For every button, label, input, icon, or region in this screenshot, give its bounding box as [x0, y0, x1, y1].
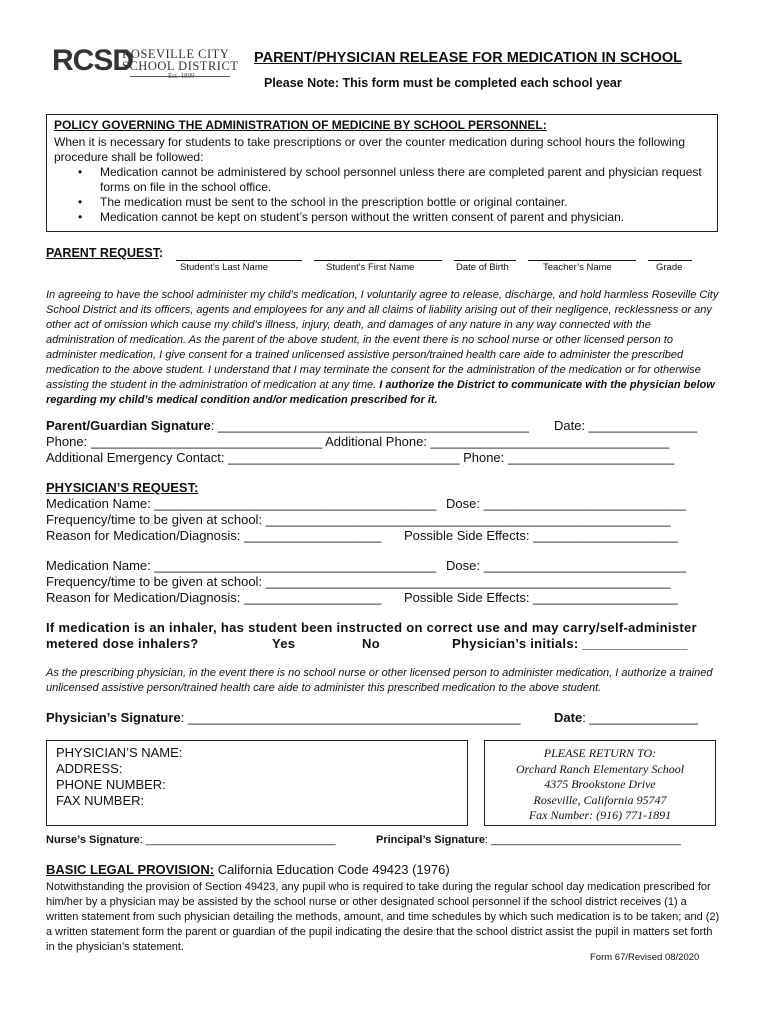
logo-name: [122, 48, 238, 72]
policy-item: • Medication cannot be kept on student’s person without the written consent of parent and physician.: [54, 210, 714, 225]
parent-agreement: [46, 288, 722, 408]
student-last-name-field[interactable]: [176, 260, 302, 261]
label-teacher-name: Teacher’s Name: [543, 262, 612, 273]
return-address: [484, 746, 716, 824]
inhaler-question: If medication is an inhaler, has student been instructed on correct use and may carry/self-administer: [46, 620, 697, 635]
principal-signature-line[interactable]: [376, 834, 681, 846]
parent-request-heading: [46, 246, 163, 260]
principal-signature-blank: : _______________________________: [485, 834, 681, 846]
physician-phone-label[interactable]: PHONE NUMBER:: [56, 777, 166, 792]
policy-list: [54, 165, 714, 225]
return-heading: PLEASE RETURN TO:: [543, 746, 657, 760]
form-title: PARENT/PHYSICIAN RELEASE FOR MEDICATION IN SCHOOL: [254, 50, 683, 66]
legal-heading: BASIC LEGAL PROVISION:: [46, 862, 215, 877]
date-of-birth-field[interactable]: [454, 260, 516, 261]
principal-signature-label: Principal’s Signature: [376, 834, 486, 846]
parent-agreement-authorization: I authorize the District to communicate with the physician below regarding my child’s medical condition and/or medication prescribed for it.: [46, 379, 715, 406]
logo-abbreviation: RCSD: [52, 44, 134, 77]
grade-field[interactable]: [648, 260, 692, 261]
policy-item: • Medication cannot be administered by school personnel unless there are completed parent and physician request forms on file in the school office.: [54, 165, 714, 195]
parent-phone-field[interactable]: Phone: ________________________________ Additional Phone: _________________________________: [46, 434, 670, 449]
parent-agreement-text: In agreeing to have the school administer my child’s medication, I voluntarily agree to release, discharge, and hold harmless Roseville City School District and its officers, agents and employees for any and all claims of liability arising out of their negligence, recklessness or any other act of omission which cause my child’s illness, injury, death, and damages of any nature in any way connected with the administration of medication. As the parent of the above student, in the event there is no school nurse or other licensed person to administer medication, I give consent for a trained unlicensed assistive person/trained health care aide to administer the prescribed medication to the above student. I understand that I may terminate the consent for the administration of the medication or for otherwise assisting the student in the administration of medication at any time.: [46, 289, 719, 391]
label-date-of-birth: Date of Birth: [456, 262, 509, 273]
physician-signature-line[interactable]: [46, 710, 520, 725]
frequency-field-2[interactable]: Frequency/time to be given at school: ________________________________________________________: [46, 574, 671, 589]
nurse-signature-label: Nurse’s Signature: [46, 834, 140, 846]
dose-field-1[interactable]: Dose: ____________________________: [446, 496, 687, 511]
physician-info-lines: [56, 745, 182, 809]
legal-text: Notwithstanding the provision of Section 49423, any pupil who is required to take during the regular school day medication prescribed for him/her by a physician may be assisted by the school nurse or other designated school personnel if the school district receives (1) a written statement from such physician detailing the methods, amount, and time schedules by which such medication is to be taken; and (2) a written statement form the parent or guardian of the pupil indicating the desire that the school district assist the pupil in matters set forth in the physician’s statement.: [46, 881, 720, 953]
parent-signature-label: Parent/Guardian Signature: [46, 418, 211, 433]
return-city: Roseville, California 95747: [533, 792, 667, 807]
side-effects-field-1[interactable]: Possible Side Effects: ____________________: [404, 528, 678, 543]
policy-intro: When it is necessary for students to take prescriptions or over the counter medication during school hours the following procedure shall be followed:: [54, 135, 685, 164]
return-street: 4375 Brookstone Drive: [544, 777, 656, 791]
legal-code: California Education Code 49423 (1976): [217, 862, 450, 877]
form-revision: Form 67/Revised 08/2020: [590, 952, 700, 963]
logo-line-2: SCHOOL DISTRICT: [122, 59, 239, 73]
inhaler-no-option[interactable]: No: [362, 636, 380, 651]
parent-request-colon: :: [158, 246, 164, 260]
inhaler-yes-option[interactable]: Yes: [272, 636, 296, 651]
reason-field-1[interactable]: Reason for Medication/Diagnosis: ___________________: [46, 528, 382, 543]
legal-heading-line: [46, 862, 450, 877]
label-grade: Grade: [656, 262, 683, 273]
physician-date-field[interactable]: [554, 710, 698, 725]
medication-name-field-1[interactable]: Medication Name: _______________________________________: [46, 496, 437, 511]
frequency-field-1[interactable]: Frequency/time to be given at school: ________________________________________________________: [46, 512, 671, 527]
physician-address-label[interactable]: ADDRESS:: [56, 761, 123, 776]
parent-signature-blank: : ___________________________________________: [210, 418, 529, 433]
physician-request-heading: PHYSICIAN’S REQUEST:: [46, 480, 199, 495]
emergency-contact-field[interactable]: Additional Emergency Contact: ________________________________ Phone: _______________________: [46, 450, 675, 465]
parent-signature-line[interactable]: [46, 418, 529, 433]
form-note: Please Note: This form must be completed each school year: [264, 76, 622, 90]
label-student-first-name: Student's First Name: [326, 262, 415, 273]
parent-date-field[interactable]: Date: _______________: [554, 418, 698, 433]
physician-signature-label: Physician’s Signature: [46, 710, 181, 725]
parent-request-title: PARENT REQUEST: [46, 246, 159, 260]
nurse-signature-blank: : _______________________________: [139, 834, 336, 846]
policy-item: • The medication must be sent to the school in the prescription bottle or original container.: [54, 195, 714, 210]
physician-consent: As the prescribing physician, in the event there is no school nurse or other licensed person to administer medication, I authorize a trained unlicensed assistive person/trained health care aide to administer this prescribed medication to the above student.: [46, 667, 713, 694]
physician-signature-blank: : ______________________________________________: [180, 710, 521, 725]
medication-name-field-2[interactable]: Medication Name: _______________________________________: [46, 558, 437, 573]
physician-name-label[interactable]: PHYSICIAN’S NAME:: [56, 745, 183, 760]
dose-field-2[interactable]: Dose: ____________________________: [446, 558, 687, 573]
logo-established: Est. 1899: [168, 72, 195, 80]
return-fax: Fax Number: (916) 771-1891: [528, 808, 672, 822]
student-first-name-field[interactable]: [314, 260, 442, 261]
nurse-signature-line[interactable]: [46, 834, 336, 846]
teacher-name-field[interactable]: [528, 260, 636, 261]
label-student-last-name: Student’s Last Name: [180, 262, 269, 273]
physician-initials-field[interactable]: Physician’s initials: ______________: [452, 636, 688, 651]
reason-field-2[interactable]: Reason for Medication/Diagnosis: ___________________: [46, 590, 382, 605]
physician-date-label: Date: [554, 710, 583, 725]
return-school: Orchard Ranch Elementary School: [515, 761, 685, 776]
side-effects-field-2[interactable]: Possible Side Effects: ____________________: [404, 590, 678, 605]
logo-line-1: ROSEVILLE CITY: [122, 47, 230, 61]
physician-date-blank: : _______________: [582, 710, 698, 725]
policy-heading: POLICY GOVERNING THE ADMINISTRATION OF MEDICINE BY SCHOOL PERSONNEL:: [54, 118, 547, 132]
inhaler-question-line-2: metered dose inhalers?: [46, 636, 199, 651]
physician-fax-label[interactable]: FAX NUMBER:: [56, 793, 145, 808]
